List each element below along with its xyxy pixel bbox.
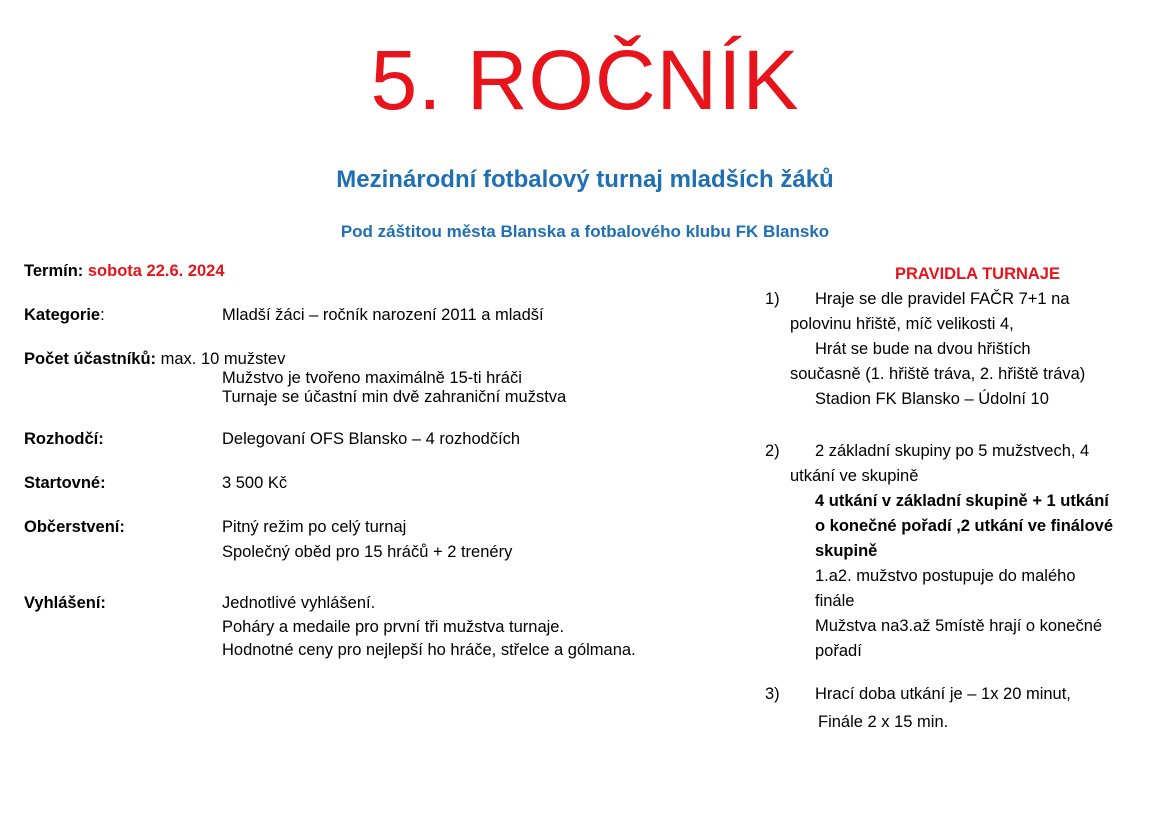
referees-value: Delegovaní OFS Blansko – 4 rozhodčích — [222, 430, 521, 448]
fee-label: Startovné: — [24, 474, 106, 492]
participants-value: max. 10 mužstev — [156, 350, 286, 368]
rule-1 — [765, 287, 1150, 412]
date-value: sobota 22.6. 2024 — [87, 262, 225, 280]
rule-2-line-3: 1.a2. mužstvo postupuje do malého — [815, 567, 1076, 585]
rule-2-bold-3: skupině — [815, 542, 878, 560]
tournament-rules — [765, 262, 1150, 735]
rules-title: PRAVIDLA TURNAJE — [894, 265, 1060, 283]
refreshments-line-2: Společný oběd pro 15 hráčů + 2 trenéry — [222, 543, 513, 561]
rule-2-line-1: 2 základní skupiny po 5 mužstvech, 4 — [815, 442, 1090, 460]
date-label: Termín: — [24, 262, 84, 280]
rule-3 — [765, 682, 1150, 735]
rule-2-line-6: pořadí — [815, 642, 862, 660]
rule-3-line-1: Hrací doba utkání je – 1x 20 minut, — [815, 685, 1071, 703]
awards-line-3: Hodnotné ceny pro nejlepší ho hráče, střelce a gólmana. — [222, 641, 636, 659]
category-row — [24, 306, 744, 350]
rule-1-line-2: polovinu hřiště, míč velikosti 4, — [790, 315, 1014, 333]
rule-1-line-4: současně (1. hřiště tráva, 2. hřiště tráva) — [790, 365, 1086, 383]
referees-row — [24, 430, 744, 474]
page-title: 5. ROČNÍK — [370, 33, 800, 127]
page-subtitle: Mezinárodní fotbalový turnaj mladších žáků — [336, 166, 834, 193]
rule-2-line-2: utkání ve skupině — [790, 467, 919, 485]
patronage-line: Pod záštitou města Blanska a fotbalového klubu FK Blansko — [340, 222, 830, 241]
rule-1-number: 1) — [765, 290, 780, 308]
refreshments-row — [24, 518, 744, 537]
awards-line-2: Poháry a medaile pro první tři mužstva turnaje. — [222, 618, 565, 636]
awards-label: Vyhlášení: — [24, 594, 106, 612]
refreshments-value: Pitný režim po celý turnaj — [222, 518, 407, 536]
participants-label: Počet účastníků: — [24, 350, 157, 368]
tournament-info — [24, 262, 744, 660]
category-value: Mladší žáci – ročník narození 2011 a mladší — [222, 306, 544, 324]
awards-value: Jednotlivé vyhlášení. — [222, 594, 376, 612]
participants-line-2: Mužstvo je tvořeno maximálně 15-ti hráči — [222, 369, 522, 387]
date-row — [24, 262, 744, 306]
participants-line-3: Turnaje se účastní min dvě zahraniční mužstva — [222, 388, 567, 406]
referees-label: Rozhodčí: — [24, 430, 104, 448]
category-colon: : — [100, 306, 105, 324]
rule-1-line-1: Hraje se dle pravidel FAČR 7+1 na — [815, 290, 1070, 308]
rule-2 — [765, 439, 1150, 664]
rule-1-line-3: Hrát se bude na dvou hřištích — [815, 340, 1031, 358]
rule-3-line-2: Finále 2 x 15 min. — [818, 713, 949, 731]
awards-row — [24, 594, 744, 613]
category-label: Kategorie — [24, 306, 101, 324]
rule-2-line-4: finále — [815, 592, 855, 610]
fee-value: 3 500 Kč — [222, 474, 288, 492]
rule-2-bold-1: 4 utkání v základní skupině + 1 utkání — [815, 492, 1109, 510]
fee-row — [24, 474, 744, 518]
rule-2-line-5: Mužstva na3.až 5místě hrají o konečné — [815, 617, 1103, 635]
rule-2-bold-2: o konečné pořadí ,2 utkání ve finálové — [815, 517, 1113, 535]
refreshments-label: Občerstvení: — [24, 518, 125, 536]
rule-1-line-5: Stadion FK Blansko – Údolní 10 — [815, 390, 1049, 408]
rule-3-number: 3) — [765, 685, 780, 703]
participants-row — [24, 350, 744, 369]
rule-2-number: 2) — [765, 442, 780, 460]
